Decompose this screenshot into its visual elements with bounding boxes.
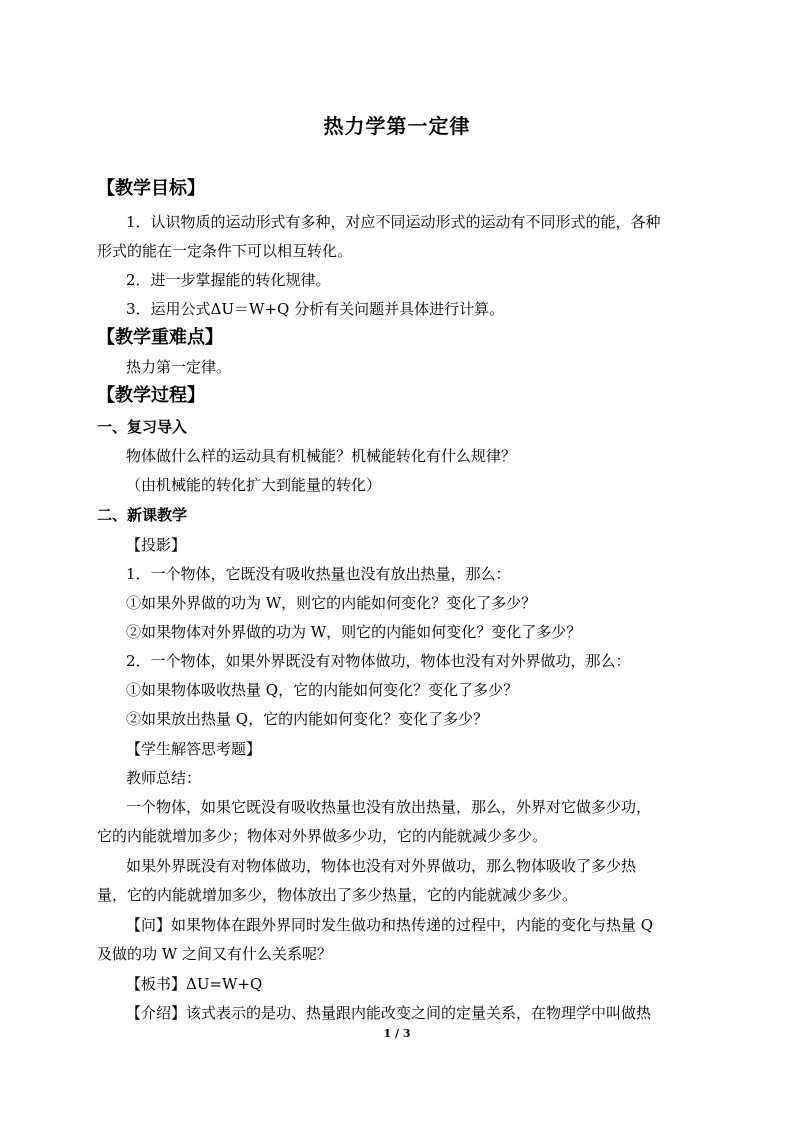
document-title: 热力学第一定律 (323, 114, 471, 138)
projection-item-1b: ②如果物体对外界做的功为 W，则它的内能如何变化？变化了多少？ (126, 623, 582, 641)
question-line1: 【问】如果物体在跟外界同时发生做功和热传递的过程中，内能的变化与热量 Q (126, 916, 654, 934)
goals-heading: 【教学目标】 (97, 178, 205, 199)
summary-2-line1: 如果外界既没有对物体做功，物体也没有对外界做功，那么物体吸收了多少热 (126, 857, 637, 875)
review-note: （由机械能的转化扩大到能量的转化） (126, 476, 382, 494)
page-number: 1 / 3 (383, 1027, 411, 1040)
projection-item-1: 1．一个物体，它既没有吸收热量也没有放出热量，那么： (126, 565, 511, 583)
board-formula: 【板书】ΔU=W+Q (126, 975, 263, 993)
review-question: 物体做什么样的运动具有机械能？机械能转化有什么规律？ (126, 447, 517, 465)
summary-1-line1: 一个物体，如果它既没有吸收热量也没有放出热量，那么，外界对它做多少功， (126, 798, 652, 816)
goal-3: 3．运用公式ΔU＝W+Q 分析有关问题并具体进行计算。 (126, 300, 505, 318)
teacher-summary-label: 教师总结： (126, 769, 202, 787)
projection-item-2b: ②如果放出热量 Q，它的内能如何变化？变化了多少？ (126, 710, 489, 728)
key-heading: 【教学重难点】 (97, 327, 223, 348)
question-line2: 及做的功 W 之间又有什么关系呢？ (97, 945, 332, 963)
projection-item-1a: ①如果外界做的功为 W，则它的内能如何变化？变化了多少？ (126, 594, 537, 612)
projection-item-2: 2．一个物体，如果外界既没有对物体做功，物体也没有对外界做功，那么： (126, 652, 631, 670)
new-lesson-heading: 二、新课教学 (97, 506, 188, 524)
projection-item-2a: ①如果物体吸收热量 Q，它的内能如何变化？变化了多少？ (126, 681, 519, 699)
summary-1-line2: 它的内能就增加多少；物体对外界做多少功，它的内能就减少多少。 (97, 827, 548, 845)
key-text: 热力第一定律。 (126, 358, 232, 376)
goal-1-line1: 1．认识物质的运动形式有多种，对应不同运动形式的运动有不同形式的能，各种 (126, 213, 661, 231)
goal-2: 2．进一步掌握能的转化规律。 (126, 271, 331, 289)
summary-2-line2: 量，它的内能就增加多少，物体放出了多少热量，它的内能就减少多少。 (97, 886, 578, 904)
goal-1-line2: 形式的能在一定条件下可以相互转化。 (97, 242, 353, 260)
student-answer-label: 【学生解答思考题】 (126, 740, 262, 758)
projection-label: 【投影】 (126, 536, 187, 554)
process-heading: 【教学过程】 (97, 385, 205, 406)
review-heading: 一、复习导入 (97, 418, 188, 436)
intro-line: 【介绍】该式表示的是功、热量跟内能改变之间的定量关系，在物理学中叫做热 (126, 1004, 652, 1022)
